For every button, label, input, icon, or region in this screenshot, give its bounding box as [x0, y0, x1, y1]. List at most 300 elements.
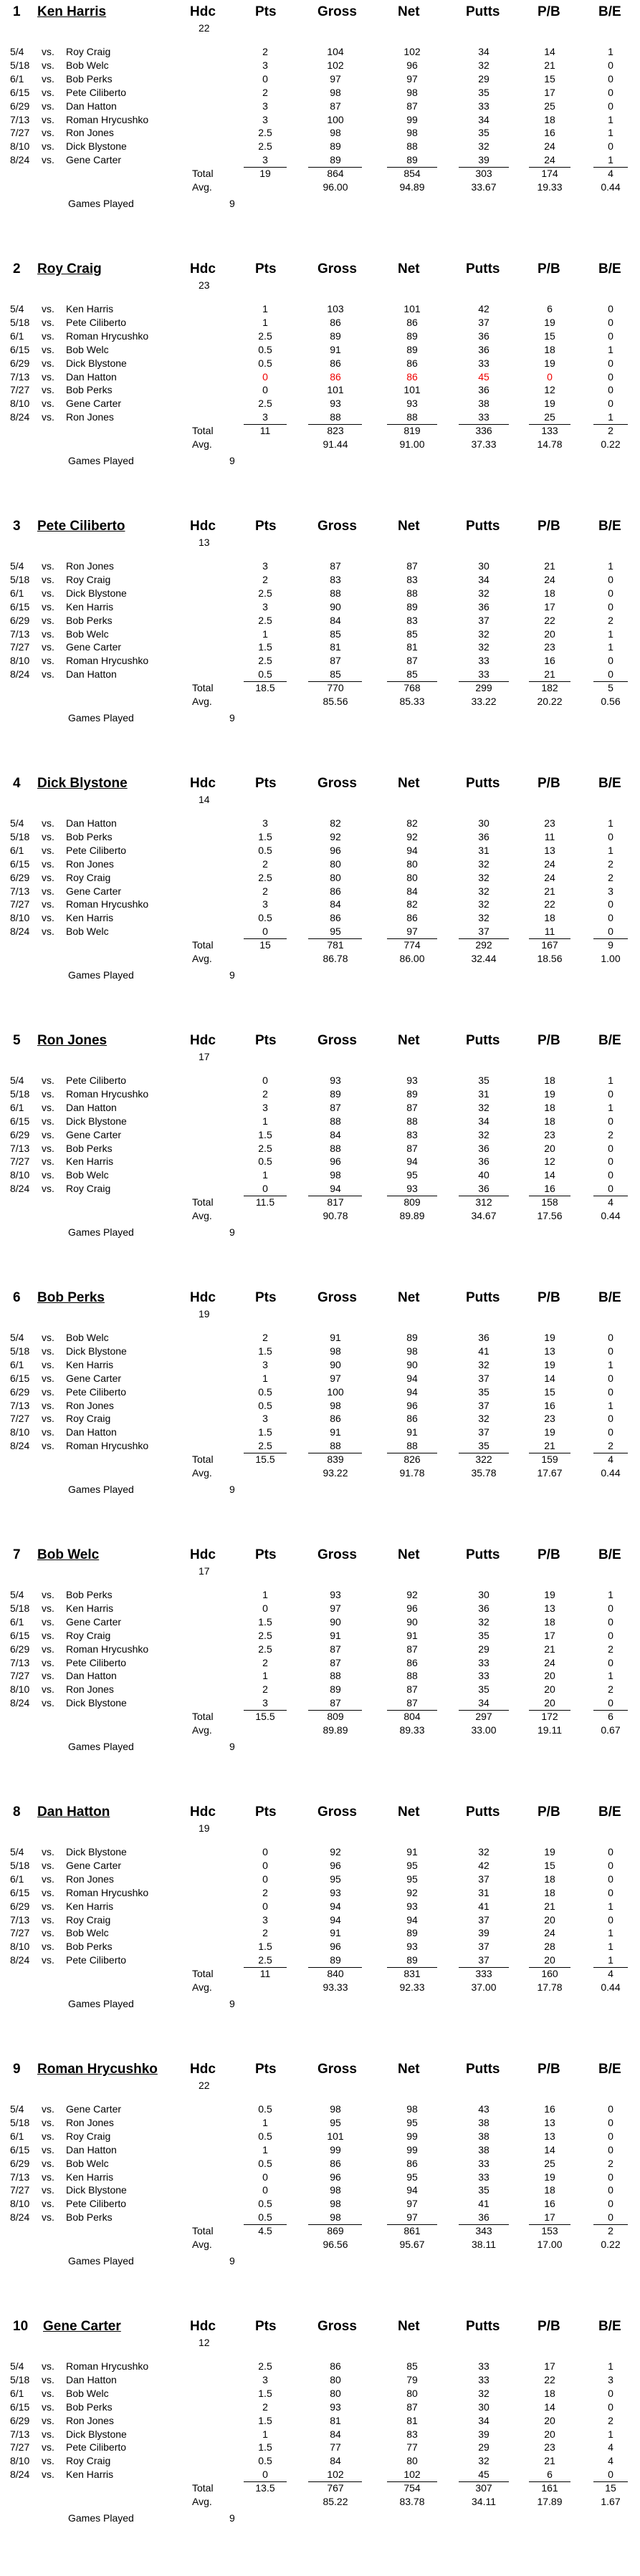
- round-pts: 3: [262, 154, 268, 166]
- column-header-pb: P/B: [538, 1547, 560, 1562]
- round-pb: 14: [544, 46, 555, 57]
- round-pts: 2.5: [258, 614, 272, 626]
- opponent-name: Roy Craig: [66, 2130, 111, 2142]
- round-net: 88: [406, 1115, 418, 1127]
- round-be: 0: [608, 600, 613, 612]
- round-be: 2: [608, 1643, 613, 1655]
- round-date: 6/29: [10, 2157, 30, 2169]
- round-putts: 37: [478, 1426, 489, 1438]
- round-row: [0, 140, 640, 154]
- total-separator-line: [529, 1710, 570, 1711]
- opponent-name: Ron Jones: [66, 127, 114, 139]
- round-gross: 101: [327, 2130, 344, 2142]
- opponent-name: Ken Harris: [66, 1155, 114, 1168]
- round-pts: 0.5: [258, 844, 272, 856]
- vs-label: vs.: [42, 113, 54, 125]
- round-date: 8/24: [10, 154, 30, 166]
- round-net: 94: [406, 1385, 418, 1398]
- opponent-name: Bob Welc: [66, 628, 109, 640]
- opponent-name: Ron Jones: [66, 2116, 114, 2128]
- column-header-net: Net: [398, 1290, 420, 1305]
- round-net: 87: [406, 1101, 418, 1113]
- opponent-name: Ken Harris: [66, 2171, 114, 2183]
- round-row: [0, 2144, 640, 2158]
- total-net: 861: [403, 2225, 421, 2237]
- round-date: 7/13: [10, 1399, 30, 1411]
- total-net: 854: [403, 168, 421, 180]
- round-putts: 32: [478, 628, 489, 640]
- round-net: 102: [403, 2469, 421, 2481]
- opponent-name: Gene Carter: [66, 1372, 122, 1384]
- round-date: 8/24: [10, 2211, 30, 2224]
- round-putts: 36: [478, 2211, 489, 2224]
- total-separator-line: [593, 2224, 628, 2225]
- average-gross: 90.78: [323, 1210, 348, 1221]
- round-putts: 38: [478, 2143, 489, 2156]
- round-pts: 0.5: [258, 357, 272, 369]
- round-net: 86: [406, 370, 418, 383]
- round-pb: 18: [544, 1615, 555, 1628]
- average-label: Avg.: [192, 2239, 212, 2250]
- round-net: 94: [406, 844, 418, 856]
- round-pts: 0.5: [258, 2103, 272, 2115]
- opponent-name: Roy Craig: [66, 46, 111, 57]
- round-net: 86: [406, 316, 418, 328]
- column-header-putts: Putts: [466, 1033, 500, 1048]
- round-be: 0: [608, 1886, 613, 1898]
- round-putts: 35: [478, 86, 489, 98]
- opponent-name: Pete Ciliberto: [66, 844, 127, 856]
- round-gross: 102: [327, 2469, 344, 2481]
- round-gross: 96: [330, 1859, 341, 1871]
- round-date: 7/13: [10, 113, 30, 125]
- round-pb: 24: [544, 140, 555, 153]
- round-be: 0: [608, 587, 613, 599]
- opponent-name: Bob Welc: [66, 1927, 109, 1939]
- vs-label: vs.: [42, 600, 54, 612]
- opponent-name: Bob Perks: [66, 384, 113, 396]
- round-pb: 19: [544, 2171, 555, 2183]
- opponent-name: Bob Welc: [66, 2387, 109, 2399]
- round-pb: 18: [544, 587, 555, 599]
- round-putts: 37: [478, 1873, 489, 1885]
- round-net: 98: [406, 2103, 418, 2115]
- round-gross: 89: [330, 154, 341, 166]
- round-pts: 2: [262, 1332, 268, 1343]
- total-separator-line: [308, 167, 362, 168]
- opponent-name: Roy Craig: [66, 1629, 111, 1641]
- player-number: 2: [13, 261, 21, 277]
- round-be: 0: [608, 303, 613, 314]
- total-separator-line: [387, 681, 437, 682]
- games-played-value: 9: [229, 2512, 235, 2524]
- average-label: Avg.: [192, 1724, 212, 1736]
- total-separator-line: [459, 2224, 509, 2225]
- round-row: [0, 898, 640, 912]
- round-be: 0: [608, 140, 613, 153]
- round-pts: 3: [262, 600, 268, 612]
- round-be: 0: [608, 2103, 613, 2115]
- round-pts: 0.5: [258, 1385, 272, 1398]
- round-row: [0, 1183, 640, 1196]
- round-pts: 1.5: [258, 2414, 272, 2426]
- round-row: [0, 127, 640, 140]
- round-be: 1: [608, 1927, 613, 1939]
- player-name: Dick Blystone: [37, 776, 128, 791]
- round-date: 6/15: [10, 600, 30, 612]
- round-be: 0: [608, 316, 613, 328]
- opponent-name: Ron Jones: [66, 560, 114, 572]
- round-date: 6/29: [10, 614, 30, 626]
- round-pb: 19: [544, 1426, 555, 1438]
- round-be: 1: [608, 844, 613, 856]
- total-gross: 864: [327, 168, 344, 180]
- round-net: 97: [406, 2198, 418, 2210]
- round-date: 8/24: [10, 1697, 30, 1709]
- round-be: 0: [608, 1087, 613, 1100]
- total-separator-line: [529, 2224, 570, 2225]
- round-pts: 1.5: [258, 2441, 272, 2454]
- round-row: [0, 2171, 640, 2185]
- total-label: Total: [192, 425, 214, 437]
- total-gross: 840: [327, 1968, 344, 1980]
- round-putts: 35: [478, 1683, 489, 1696]
- round-pts: 1: [262, 1372, 268, 1384]
- average-pb: 17.67: [537, 1467, 563, 1479]
- opponent-name: Pete Ciliberto: [66, 1954, 127, 1966]
- round-row: [0, 1941, 640, 1954]
- column-header-net: Net: [398, 1547, 420, 1562]
- opponent-name: Roy Craig: [66, 1913, 111, 1926]
- round-pts: 0: [262, 370, 268, 383]
- opponent-name: Gene Carter: [66, 154, 122, 166]
- round-pb: 21: [544, 668, 555, 681]
- column-header-be: B/E: [598, 261, 621, 277]
- round-pb: 21: [544, 59, 555, 71]
- round-date: 6/15: [10, 2143, 30, 2156]
- round-row: [0, 1873, 640, 1887]
- round-net: 91: [406, 1846, 418, 1857]
- vs-label: vs.: [42, 2455, 54, 2467]
- column-header-net: Net: [398, 519, 420, 534]
- round-date: 7/27: [10, 1155, 30, 1168]
- total-separator-line: [459, 938, 509, 939]
- vs-label: vs.: [42, 100, 54, 112]
- total-separator-line: [387, 1710, 437, 1711]
- average-putts: 38.11: [472, 2239, 496, 2250]
- column-header-putts: Putts: [466, 776, 500, 791]
- round-be: 3: [608, 885, 613, 897]
- round-be: 0: [608, 1413, 613, 1425]
- player-name: Pete Ciliberto: [37, 519, 125, 534]
- total-separator-line: [387, 2481, 437, 2482]
- round-date: 7/27: [10, 1670, 30, 1682]
- round-gross: 98: [330, 1399, 341, 1411]
- round-row: [0, 73, 640, 87]
- round-pb: 25: [544, 411, 555, 423]
- total-pts: 13.5: [255, 2482, 275, 2494]
- round-putts: 37: [478, 1399, 489, 1411]
- round-pts: 2.5: [258, 1954, 272, 1966]
- round-row: [0, 1683, 640, 1697]
- round-gross: 88: [330, 1142, 341, 1154]
- column-header-gross: Gross: [317, 4, 357, 19]
- total-separator-line: [244, 2224, 287, 2225]
- total-pb: 153: [541, 2225, 558, 2237]
- round-putts: 34: [478, 1115, 489, 1127]
- round-pts: 1.5: [258, 1615, 272, 1628]
- round-be: 2: [608, 1683, 613, 1696]
- round-be: 0: [608, 2387, 613, 2399]
- total-row: [0, 2482, 640, 2496]
- handicap-value: 22: [199, 22, 210, 34]
- round-putts: 32: [478, 898, 489, 910]
- total-separator-line: [308, 2224, 362, 2225]
- average-net: 89.33: [399, 1724, 425, 1736]
- average-pb: 14.78: [537, 438, 563, 450]
- games-played-row: [0, 455, 640, 468]
- total-be: 6: [608, 1711, 613, 1723]
- round-net: 90: [406, 1358, 418, 1370]
- column-header-gross: Gross: [317, 519, 357, 534]
- vs-label: vs.: [42, 655, 54, 667]
- round-date: 6/1: [10, 587, 24, 599]
- average-putts: 33.00: [471, 1724, 497, 1736]
- round-net: 83: [406, 614, 418, 626]
- round-gross: 88: [330, 587, 341, 599]
- round-pb: 21: [544, 1440, 555, 1452]
- vs-label: vs.: [42, 1426, 54, 1438]
- vs-label: vs.: [42, 1183, 54, 1195]
- average-putts: 33.67: [471, 181, 497, 193]
- round-row: [0, 344, 640, 357]
- round-pb: 15: [544, 1385, 555, 1398]
- vs-label: vs.: [42, 1101, 54, 1113]
- round-pb: 16: [544, 655, 555, 667]
- average-be: 0.67: [601, 1724, 621, 1736]
- round-net: 96: [406, 59, 418, 71]
- round-be: 0: [608, 830, 613, 842]
- round-gross: 97: [330, 72, 341, 85]
- round-gross: 92: [330, 830, 341, 842]
- round-gross: 80: [330, 857, 341, 870]
- opponent-name: Bob Perks: [66, 830, 113, 842]
- round-date: 6/29: [10, 871, 30, 883]
- round-net: 84: [406, 885, 418, 897]
- total-label: Total: [192, 939, 214, 951]
- total-pb: 158: [541, 1196, 558, 1208]
- total-separator-line: [244, 1967, 287, 1968]
- round-pts: 0.5: [258, 1399, 272, 1411]
- round-be: 0: [608, 2116, 613, 2128]
- round-putts: 45: [478, 2469, 489, 2481]
- round-be: 0: [608, 1426, 613, 1438]
- round-pts: 3: [262, 59, 268, 71]
- round-pts: 0: [262, 1075, 268, 1086]
- round-net: 88: [406, 1440, 418, 1452]
- opponent-name: Roy Craig: [66, 573, 111, 585]
- round-pts: 2: [262, 46, 268, 57]
- total-separator-line: [459, 1967, 509, 1968]
- round-gross: 85: [330, 628, 341, 640]
- vs-label: vs.: [42, 817, 54, 829]
- round-row: [0, 1602, 640, 1616]
- round-net: 92: [406, 830, 418, 842]
- total-pb: 160: [541, 1968, 558, 1980]
- opponent-name: Pete Ciliberto: [66, 1385, 127, 1398]
- vs-label: vs.: [42, 2469, 54, 2481]
- opponent-name: Dick Blystone: [66, 1697, 127, 1709]
- round-net: 88: [406, 411, 418, 423]
- opponent-name: Dick Blystone: [66, 1345, 127, 1357]
- opponent-name: Ron Jones: [66, 857, 114, 870]
- vs-label: vs.: [42, 1345, 54, 1357]
- average-net: 91.00: [399, 438, 425, 450]
- opponent-name: Roman Hrycushko: [66, 898, 149, 910]
- round-row: [0, 1332, 640, 1345]
- round-net: 90: [406, 1615, 418, 1628]
- round-date: 7/27: [10, 127, 30, 139]
- opponent-name: Pete Ciliberto: [66, 2441, 127, 2454]
- round-date: 7/13: [10, 1913, 30, 1926]
- round-putts: 42: [478, 1859, 489, 1871]
- round-pb: 14: [544, 2400, 555, 2413]
- total-putts: 343: [475, 2225, 492, 2237]
- round-be: 0: [608, 86, 613, 98]
- vs-label: vs.: [42, 127, 54, 139]
- round-pb: 24: [544, 1927, 555, 1939]
- round-pb: 15: [544, 330, 555, 342]
- games-played-row: [0, 2255, 640, 2269]
- round-putts: 32: [478, 2387, 489, 2399]
- vs-label: vs.: [42, 2211, 54, 2224]
- round-putts: 36: [478, 600, 489, 612]
- player-number: 10: [13, 2319, 29, 2334]
- round-pb: 16: [544, 2198, 555, 2210]
- round-row: [0, 46, 640, 59]
- round-putts: 32: [478, 59, 489, 71]
- total-separator-line: [593, 424, 628, 425]
- round-date: 8/24: [10, 2469, 30, 2481]
- round-gross: 86: [330, 2360, 341, 2372]
- vs-label: vs.: [42, 1155, 54, 1168]
- total-gross: 817: [327, 1196, 344, 1208]
- round-pts: 2.5: [258, 2360, 272, 2372]
- round-be: 0: [608, 1372, 613, 1384]
- round-pb: 19: [544, 1358, 555, 1370]
- round-pb: 17: [544, 1629, 555, 1641]
- vs-label: vs.: [42, 411, 54, 423]
- opponent-name: Gene Carter: [66, 1859, 122, 1871]
- vs-label: vs.: [42, 2184, 54, 2196]
- round-pts: 0: [262, 1183, 268, 1195]
- round-date: 8/10: [10, 1941, 30, 1953]
- round-gross: 100: [327, 1385, 344, 1398]
- total-gross: 823: [327, 425, 344, 437]
- round-gross: 82: [330, 817, 341, 829]
- round-pts: 3: [262, 1697, 268, 1709]
- round-row: [0, 384, 640, 398]
- round-date: 7/27: [10, 641, 30, 653]
- round-date: 7/27: [10, 2184, 30, 2196]
- total-net: 774: [403, 939, 421, 951]
- player-section: [0, 4, 640, 261]
- round-net: 79: [406, 2373, 418, 2385]
- total-separator-line: [529, 938, 570, 939]
- round-pb: 6: [547, 303, 553, 314]
- round-row: [0, 2103, 640, 2117]
- opponent-name: Bob Perks: [66, 2211, 113, 2224]
- round-date: 5/18: [10, 1345, 30, 1357]
- total-pb: 167: [541, 939, 558, 951]
- round-row: [0, 317, 640, 330]
- round-pb: 22: [544, 614, 555, 626]
- round-pb: 17: [544, 600, 555, 612]
- round-pb: 23: [544, 1128, 555, 1140]
- vs-label: vs.: [42, 614, 54, 626]
- round-pb: 19: [544, 357, 555, 369]
- average-label: Avg.: [192, 1467, 212, 1479]
- average-be: 0.56: [601, 696, 621, 707]
- player-section: [0, 2062, 640, 2319]
- round-gross: 92: [330, 1846, 341, 1857]
- round-gross: 98: [330, 2184, 341, 2196]
- round-be: 2: [608, 2157, 613, 2169]
- average-row: [0, 1467, 640, 1481]
- round-pts: 3: [262, 1101, 268, 1113]
- total-putts: 336: [475, 425, 492, 437]
- games-played-label: Games Played: [68, 454, 134, 466]
- round-date: 5/4: [10, 46, 24, 57]
- games-played-value: 9: [229, 1483, 235, 1495]
- vs-label: vs.: [42, 1372, 54, 1384]
- round-pts: 0.5: [258, 2130, 272, 2142]
- round-gross: 88: [330, 1440, 341, 1452]
- round-row: [0, 912, 640, 926]
- vs-label: vs.: [42, 1873, 54, 1885]
- round-gross: 89: [330, 1087, 341, 1100]
- round-date: 6/15: [10, 343, 30, 355]
- round-date: 6/1: [10, 72, 24, 85]
- total-be: 5: [608, 682, 613, 694]
- vs-label: vs.: [42, 871, 54, 883]
- opponent-name: Bob Perks: [66, 2400, 113, 2413]
- round-row: [0, 2469, 640, 2482]
- vs-label: vs.: [42, 2157, 54, 2169]
- round-pb: 24: [544, 573, 555, 585]
- player-name: Ken Harris: [37, 4, 107, 19]
- round-gross: 91: [330, 1927, 341, 1939]
- round-be: 1: [608, 1101, 613, 1113]
- round-net: 95: [406, 1169, 418, 1181]
- round-putts: 32: [478, 1128, 489, 1140]
- round-be: 0: [608, 1345, 613, 1357]
- games-played-row: [0, 712, 640, 726]
- round-putts: 36: [478, 384, 489, 396]
- round-be: 0: [608, 2171, 613, 2183]
- opponent-name: Bob Perks: [66, 1589, 113, 1600]
- round-net: 83: [406, 2428, 418, 2440]
- round-pts: 1: [262, 303, 268, 314]
- vs-label: vs.: [42, 1332, 54, 1343]
- round-putts: 37: [478, 614, 489, 626]
- round-pb: 22: [544, 2373, 555, 2385]
- round-row: [0, 2211, 640, 2225]
- round-putts: 36: [478, 1183, 489, 1195]
- total-pts: 18.5: [255, 682, 275, 694]
- column-header-gross: Gross: [317, 1290, 357, 1305]
- average-gross: 89.89: [323, 1724, 348, 1736]
